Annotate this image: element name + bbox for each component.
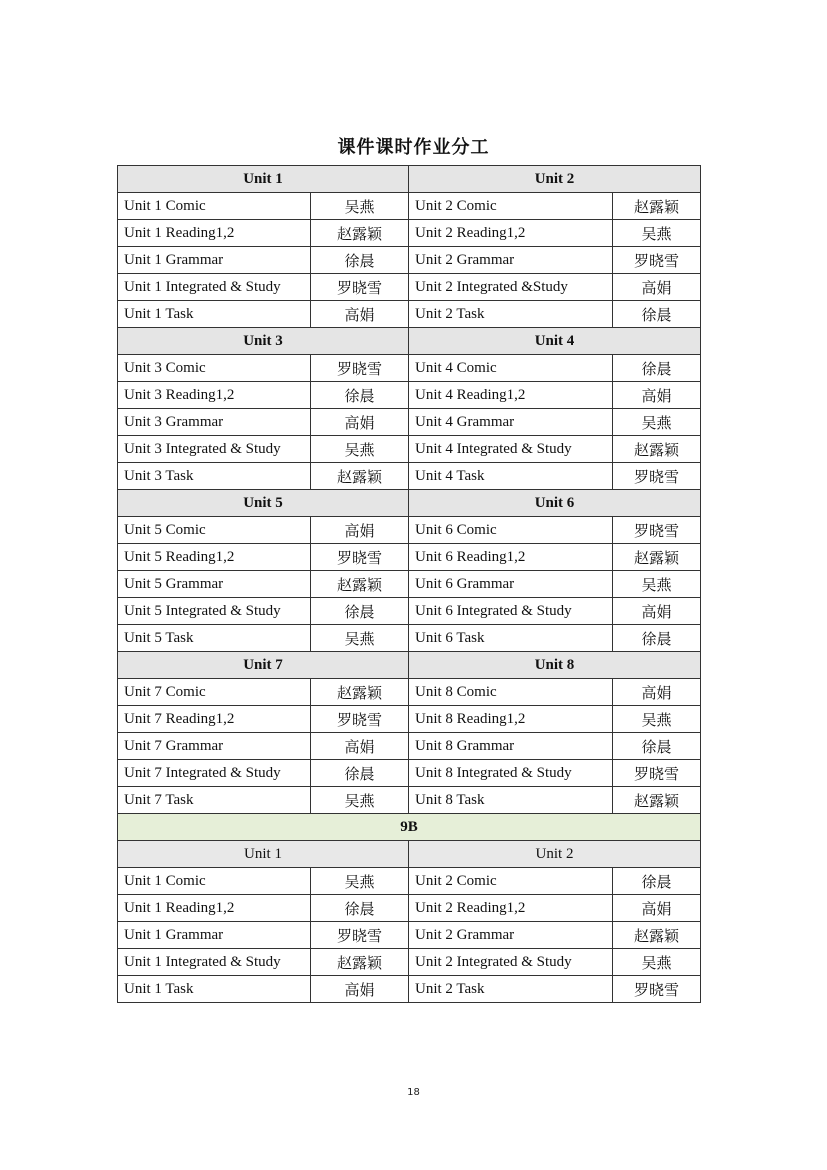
task-cell: Unit 1 Reading1,2 [118, 895, 311, 922]
assignee-cell: 徐晨 [613, 355, 701, 382]
assignee-cell: 吴燕 [311, 436, 409, 463]
table-row [118, 571, 701, 598]
assignee-cell: 高娟 [311, 733, 409, 760]
task-cell: Unit 8 Reading1,2 [409, 706, 613, 733]
assignment-table-body [118, 166, 701, 1003]
table-row [118, 274, 701, 301]
table-row [118, 787, 701, 814]
assignee-cell: 徐晨 [311, 247, 409, 274]
assignee-cell: 徐晨 [311, 760, 409, 787]
unit-header-row [118, 841, 701, 868]
assignee-cell: 赵露颖 [613, 787, 701, 814]
task-cell: Unit 2 Reading1,2 [409, 895, 613, 922]
task-cell: Unit 2 Reading1,2 [409, 220, 613, 247]
assignee-cell: 吴燕 [311, 868, 409, 895]
task-cell: Unit 7 Grammar [118, 733, 311, 760]
table-row [118, 517, 701, 544]
task-cell: Unit 5 Grammar [118, 571, 311, 598]
assignee-cell: 徐晨 [613, 301, 701, 328]
table-row [118, 679, 701, 706]
page-title: 课件课时作业分工 [337, 137, 490, 158]
assignee-cell: 罗晓雪 [311, 706, 409, 733]
unit-header-left: Unit 1 [118, 166, 409, 193]
task-cell: Unit 1 Integrated & Study [118, 949, 311, 976]
assignee-cell: 吴燕 [613, 706, 701, 733]
table-row [118, 220, 701, 247]
task-cell: Unit 2 Integrated &Study [409, 274, 613, 301]
task-cell: Unit 6 Integrated & Study [409, 598, 613, 625]
section-label: 9B [118, 814, 701, 841]
task-cell: Unit 7 Integrated & Study [118, 760, 311, 787]
assignee-cell: 高娟 [613, 679, 701, 706]
table-row [118, 463, 701, 490]
assignee-cell: 罗晓雪 [613, 976, 701, 1003]
assignee-cell: 徐晨 [613, 868, 701, 895]
assignee-cell: 罗晓雪 [311, 355, 409, 382]
table-row [118, 409, 701, 436]
unit-header-row [118, 328, 701, 355]
task-cell: Unit 1 Task [118, 976, 311, 1003]
task-cell: Unit 6 Reading1,2 [409, 544, 613, 571]
task-cell: Unit 4 Grammar [409, 409, 613, 436]
assignee-cell: 高娟 [311, 409, 409, 436]
unit-header-row [118, 166, 701, 193]
unit-header-row [118, 652, 701, 679]
unit-header-left: Unit 3 [118, 328, 409, 355]
assignee-cell: 赵露颖 [311, 949, 409, 976]
task-cell: Unit 7 Comic [118, 679, 311, 706]
task-cell: Unit 4 Integrated & Study [409, 436, 613, 463]
table-row [118, 544, 701, 571]
task-cell: Unit 1 Comic [118, 193, 311, 220]
table-row [118, 895, 701, 922]
unit-header-row [118, 490, 701, 517]
task-cell: Unit 3 Task [118, 463, 311, 490]
assignee-cell: 罗晓雪 [613, 517, 701, 544]
task-cell: Unit 8 Comic [409, 679, 613, 706]
task-cell: Unit 2 Task [409, 976, 613, 1003]
assignee-cell: 罗晓雪 [311, 544, 409, 571]
assignee-cell: 吴燕 [311, 625, 409, 652]
task-cell: Unit 7 Reading1,2 [118, 706, 311, 733]
task-cell: Unit 2 Comic [409, 193, 613, 220]
task-cell: Unit 1 Comic [118, 868, 311, 895]
task-cell: Unit 5 Comic [118, 517, 311, 544]
assignee-cell: 徐晨 [311, 382, 409, 409]
assignee-cell: 赵露颖 [311, 679, 409, 706]
assignee-cell: 赵露颖 [613, 922, 701, 949]
unit-header-right: Unit 2 [409, 841, 701, 868]
assignee-cell: 罗晓雪 [613, 463, 701, 490]
task-cell: Unit 3 Grammar [118, 409, 311, 436]
unit-header-right: Unit 8 [409, 652, 701, 679]
assignee-cell: 高娟 [613, 895, 701, 922]
table-row [118, 625, 701, 652]
assignee-cell: 徐晨 [613, 733, 701, 760]
task-cell: Unit 2 Task [409, 301, 613, 328]
task-cell: Unit 3 Comic [118, 355, 311, 382]
assignee-cell: 赵露颖 [613, 436, 701, 463]
task-cell: Unit 1 Reading1,2 [118, 220, 311, 247]
assignee-cell: 罗晓雪 [311, 274, 409, 301]
assignee-cell: 罗晓雪 [613, 247, 701, 274]
task-cell: Unit 5 Integrated & Study [118, 598, 311, 625]
assignee-cell: 赵露颖 [311, 220, 409, 247]
assignee-cell: 吴燕 [311, 193, 409, 220]
table-row [118, 949, 701, 976]
assignee-cell: 高娟 [613, 274, 701, 301]
table-row [118, 868, 701, 895]
assignee-cell: 罗晓雪 [311, 922, 409, 949]
assignee-cell: 高娟 [613, 598, 701, 625]
assignee-cell: 徐晨 [613, 625, 701, 652]
table-row [118, 355, 701, 382]
table-row [118, 733, 701, 760]
task-cell: Unit 5 Reading1,2 [118, 544, 311, 571]
assignee-cell: 徐晨 [311, 598, 409, 625]
assignee-cell: 高娟 [311, 517, 409, 544]
assignee-cell: 赵露颖 [613, 193, 701, 220]
assignee-cell: 罗晓雪 [613, 760, 701, 787]
task-cell: Unit 4 Comic [409, 355, 613, 382]
task-cell: Unit 4 Reading1,2 [409, 382, 613, 409]
unit-header-left: Unit 7 [118, 652, 409, 679]
table-row [118, 922, 701, 949]
table-row [118, 382, 701, 409]
task-cell: Unit 2 Integrated & Study [409, 949, 613, 976]
task-cell: Unit 1 Integrated & Study [118, 274, 311, 301]
task-cell: Unit 2 Comic [409, 868, 613, 895]
task-cell: Unit 5 Task [118, 625, 311, 652]
assignee-cell: 高娟 [311, 976, 409, 1003]
task-cell: Unit 8 Task [409, 787, 613, 814]
section-row-9b [118, 814, 701, 841]
task-cell: Unit 2 Grammar [409, 247, 613, 274]
unit-header-right: Unit 4 [409, 328, 701, 355]
task-cell: Unit 3 Integrated & Study [118, 436, 311, 463]
unit-header-left: Unit 5 [118, 490, 409, 517]
assignee-cell: 吴燕 [613, 949, 701, 976]
assignee-cell: 高娟 [311, 301, 409, 328]
task-cell: Unit 4 Task [409, 463, 613, 490]
assignee-cell: 高娟 [613, 382, 701, 409]
assignee-cell: 赵露颖 [613, 544, 701, 571]
table-row [118, 706, 701, 733]
unit-header-right: Unit 6 [409, 490, 701, 517]
task-cell: Unit 8 Integrated & Study [409, 760, 613, 787]
task-cell: Unit 1 Grammar [118, 922, 311, 949]
assignee-cell: 赵露颖 [311, 571, 409, 598]
task-cell: Unit 6 Comic [409, 517, 613, 544]
task-cell: Unit 1 Task [118, 301, 311, 328]
task-cell: Unit 2 Grammar [409, 922, 613, 949]
page-number: 18 [407, 1087, 420, 1098]
table-row [118, 760, 701, 787]
assignee-cell: 徐晨 [311, 895, 409, 922]
task-cell: Unit 6 Grammar [409, 571, 613, 598]
table-row [118, 976, 701, 1003]
assignment-table [117, 165, 701, 1003]
task-cell: Unit 6 Task [409, 625, 613, 652]
unit-header-right: Unit 2 [409, 166, 701, 193]
table-row [118, 301, 701, 328]
assignee-cell: 吴燕 [311, 787, 409, 814]
table-row [118, 436, 701, 463]
task-cell: Unit 1 Grammar [118, 247, 311, 274]
table-row [118, 598, 701, 625]
assignee-cell: 吴燕 [613, 409, 701, 436]
assignee-cell: 吴燕 [613, 571, 701, 598]
task-cell: Unit 3 Reading1,2 [118, 382, 311, 409]
task-cell: Unit 7 Task [118, 787, 311, 814]
unit-header-left: Unit 1 [118, 841, 409, 868]
table-row [118, 247, 701, 274]
assignee-cell: 赵露颖 [311, 463, 409, 490]
table-row [118, 193, 701, 220]
assignee-cell: 吴燕 [613, 220, 701, 247]
task-cell: Unit 8 Grammar [409, 733, 613, 760]
